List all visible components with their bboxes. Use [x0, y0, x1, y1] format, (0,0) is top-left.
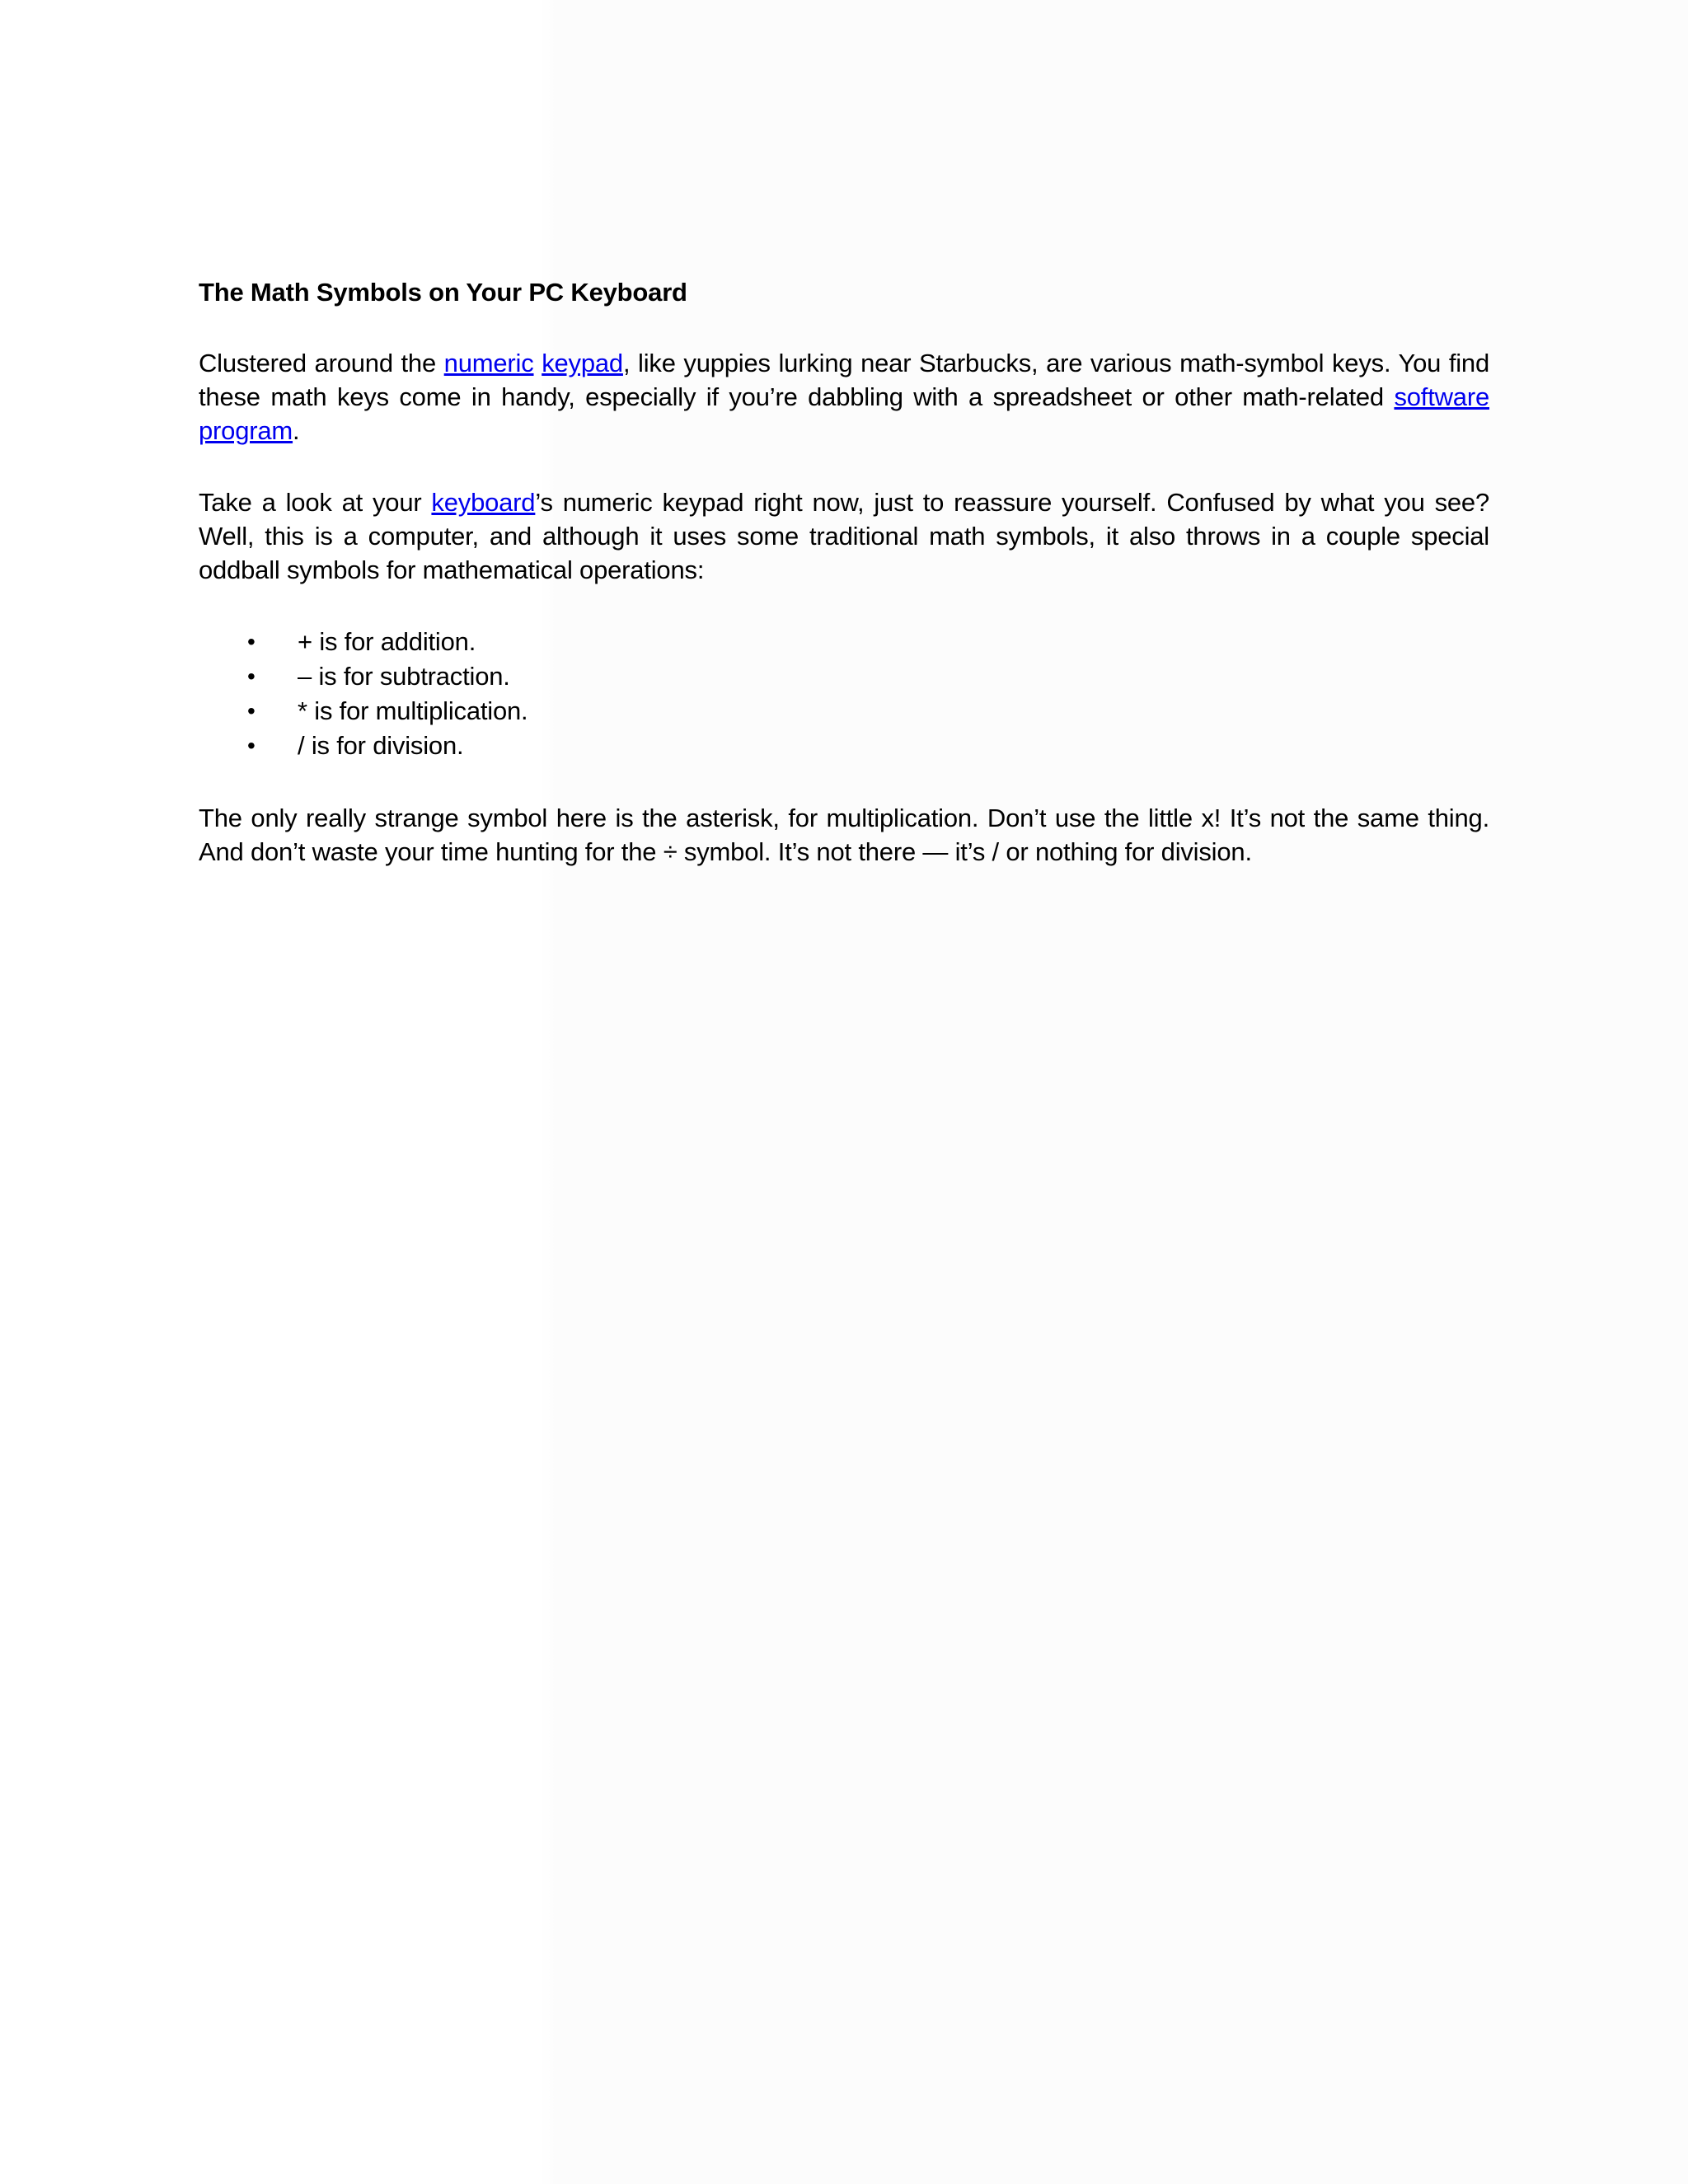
- bullet-icon: •: [247, 663, 256, 689]
- list-item-text: / is for division.: [298, 731, 464, 760]
- para1-text-4: .: [293, 416, 300, 445]
- link-numeric[interactable]: numeric: [443, 349, 534, 377]
- list-item-text: – is for subtraction.: [298, 662, 510, 691]
- paragraph-asterisk-note: The only really strange symbol here is the asterisk, for multiplication. Don’t use the little x! It’s not the same thing. And don’t waste your time hunting for the ÷ symbol. It’s not there — it’s / or nothing for division.: [199, 804, 1489, 866]
- page-title: The Math Symbols on Your PC Keyboard: [199, 278, 687, 307]
- bullet-icon: •: [247, 698, 256, 724]
- link-keypad[interactable]: keypad: [542, 349, 623, 377]
- list-item: [199, 729, 1489, 763]
- list-item: [199, 694, 1489, 729]
- para1-text-2: [534, 349, 542, 377]
- bullet-icon: •: [247, 733, 256, 758]
- list-item: [199, 625, 1489, 659]
- list-item-text: * is for multiplication.: [298, 696, 528, 725]
- operator-list: [199, 625, 1489, 763]
- paragraph-intro: [199, 346, 1489, 448]
- list-item-text: + is for addition.: [298, 627, 476, 656]
- document-body: [199, 275, 1489, 907]
- para1-text-1: Clustered around the: [199, 349, 444, 377]
- para2-text-2: ’s numeric keypad right now, just to reassure yourself. Confused by what you see? Well, this is a computer, and although it uses some traditional math symbols, it also throws in a couple special oddball symbols for mathematical operations:: [199, 488, 1489, 584]
- para1-text-3: , like yuppies lurking near Starbucks, are various math-symbol keys. You find these math keys come in handy, especially if you’re dabbling with a spreadsheet or other math-related: [199, 349, 1490, 411]
- link-software-program[interactable]: software program: [199, 382, 1489, 445]
- link-keyboard[interactable]: keyboard: [431, 488, 536, 517]
- bullet-icon: •: [247, 629, 256, 654]
- paragraph-keypad: [199, 485, 1489, 587]
- list-item: [199, 659, 1489, 694]
- para2-text-1: Take a look at your: [199, 488, 432, 517]
